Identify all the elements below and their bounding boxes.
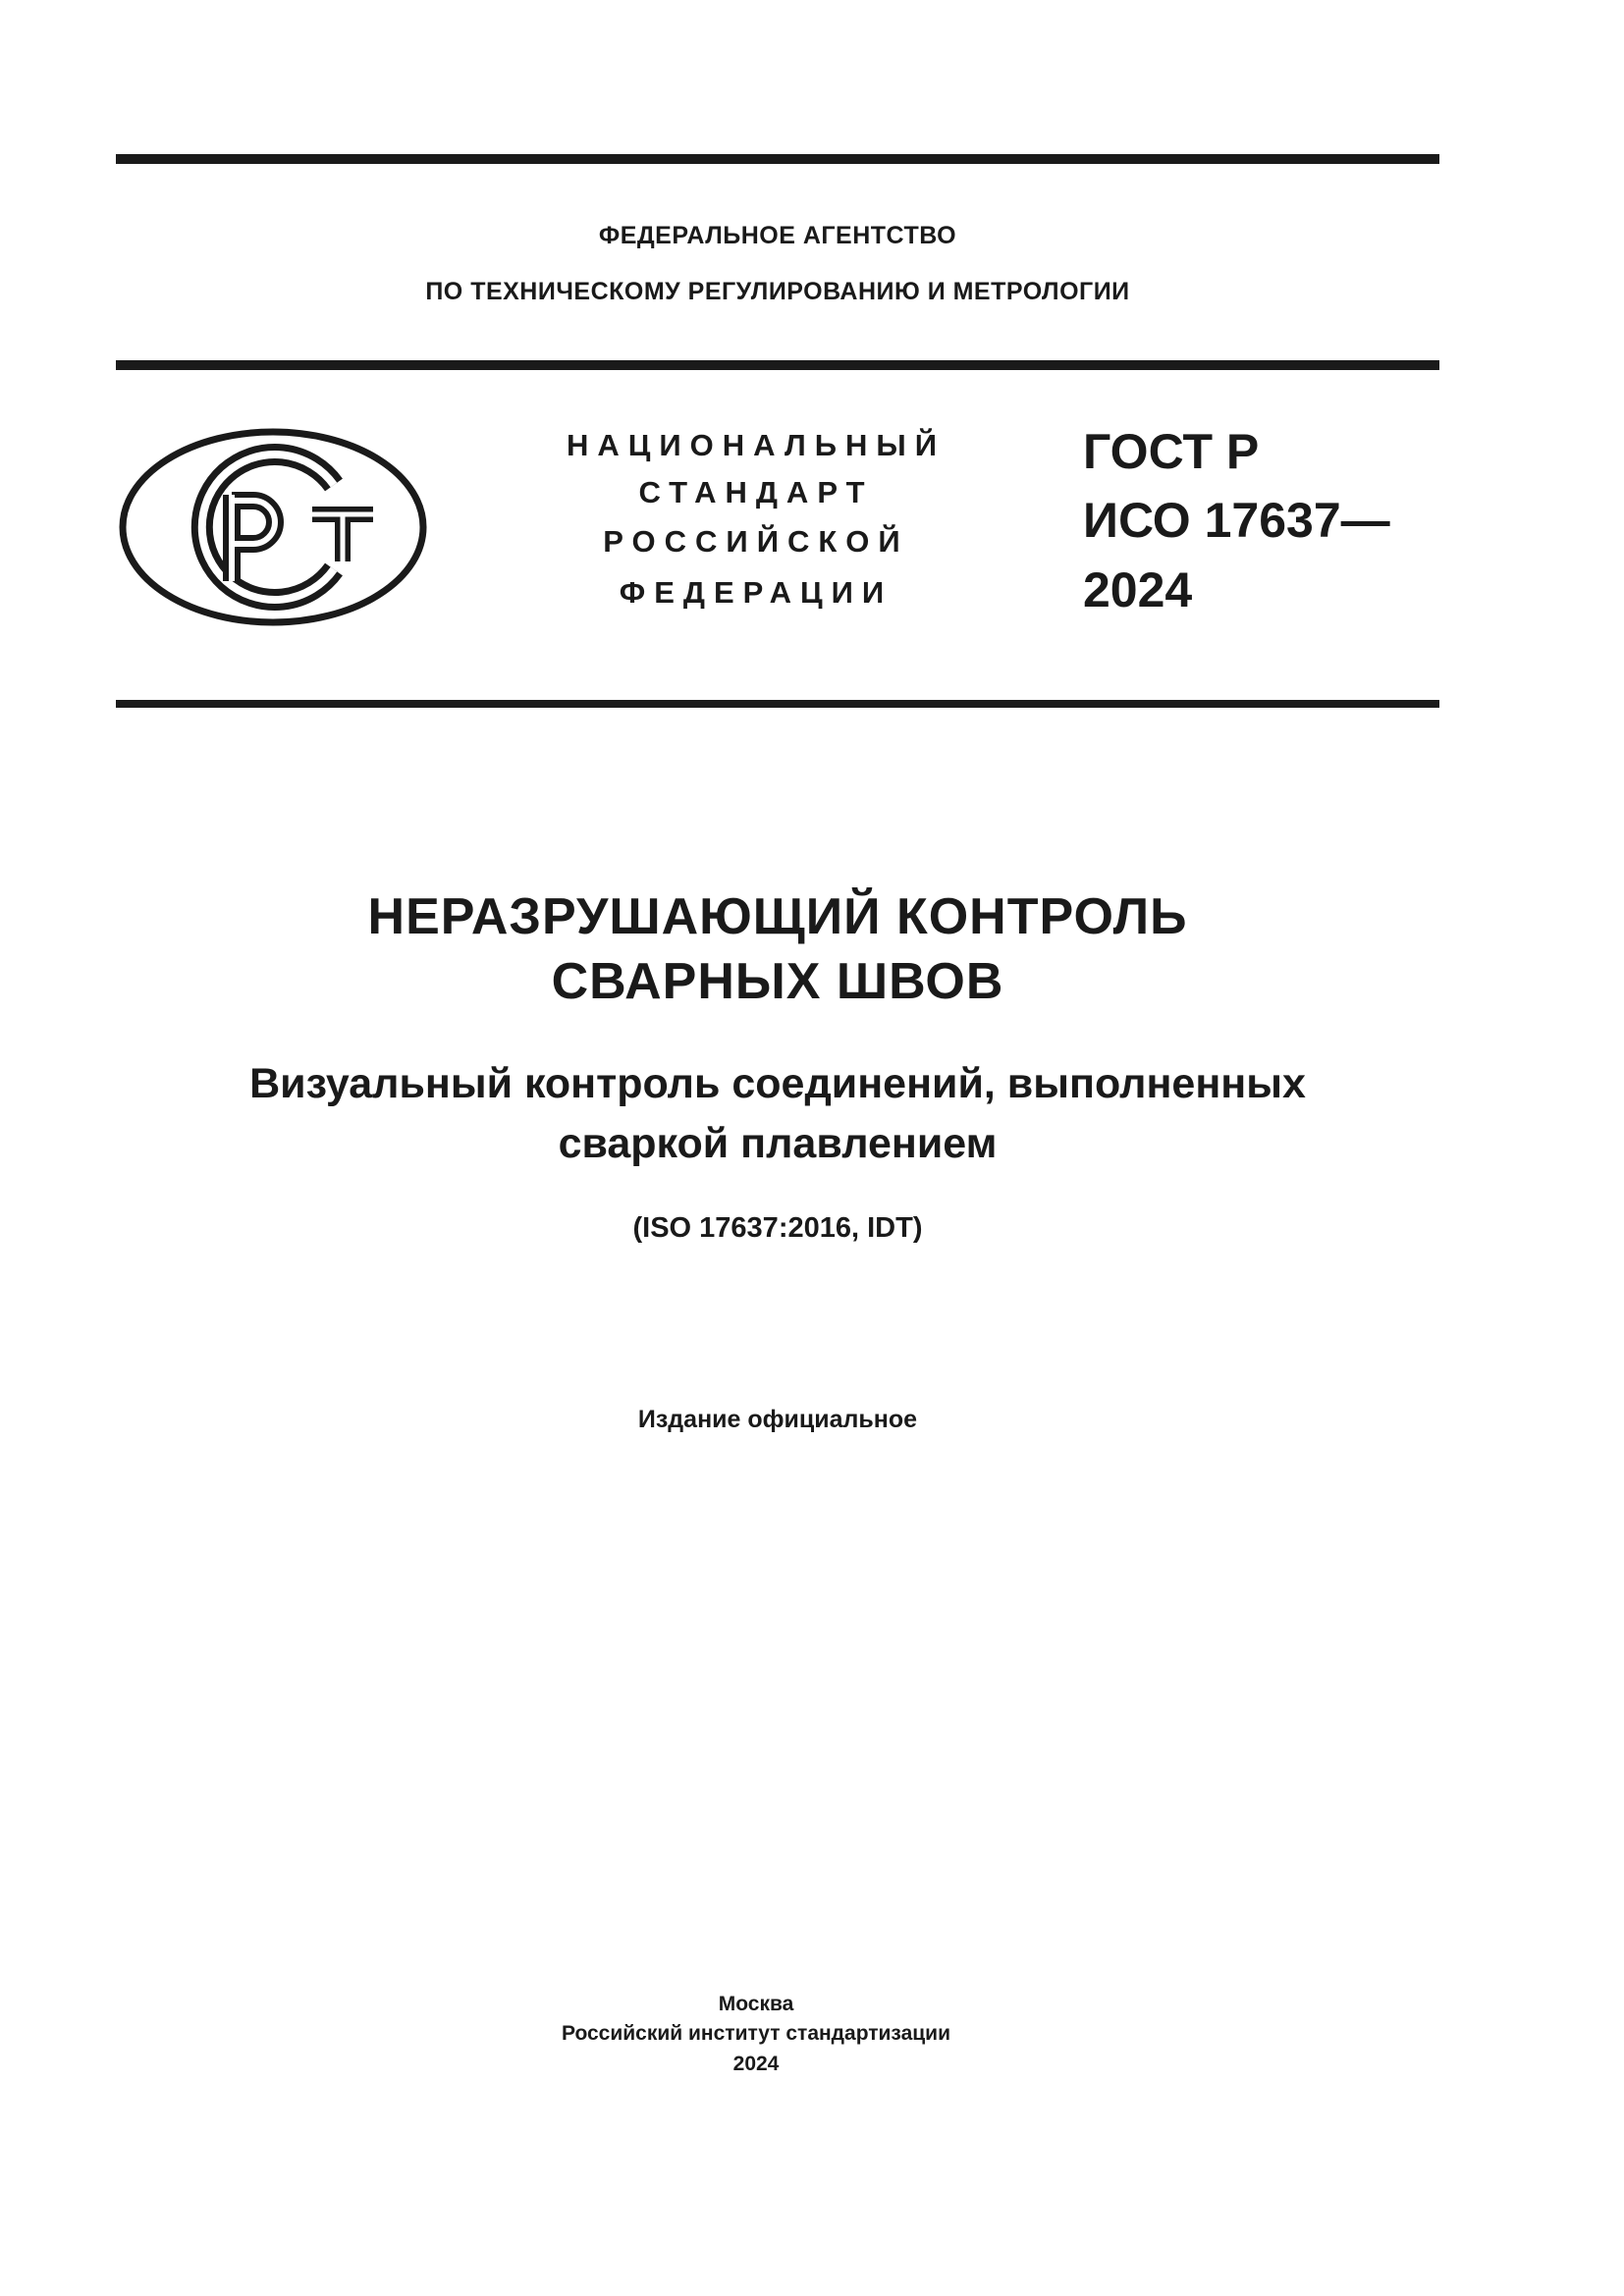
rst-certification-mark-icon [116,424,430,630]
agency-name-line-1: ФЕДЕРАЛЬНОЕ АГЕНТСТВО [598,222,957,249]
top-rule [116,154,1439,164]
national-standard-line-3: РОССИЙСКОЙ [603,524,909,559]
national-standard-line-2: СТАНДАРТ [638,475,874,509]
document-subtitle-line-2: сваркой плавлением [558,1120,998,1167]
document-title-line-2: СВАРНЫХ ШВОВ [551,953,1004,1010]
document-subtitle-line-1: Визуальный контроль соединений, выполненных [249,1060,1306,1107]
imprint-city: Москва [718,1993,794,2015]
edition-label: Издание официальное [637,1406,918,1433]
imprint-publisher: Российский институт стандартизации [561,2022,951,2045]
national-standard-line-4: ФЕДЕРАЦИИ [619,575,893,610]
standard-designation-line-3: 2024 [1083,562,1193,617]
iso-reference: (ISO 17637:2016, IDT) [632,1212,923,1244]
national-standard-line-1: НАЦИОНАЛЬНЫЙ [566,428,947,462]
bottom-rule [116,700,1439,708]
imprint-year: 2024 [732,2053,780,2075]
document-title-line-1: НЕРАЗРУШАЮЩИЙ КОНТРОЛЬ [367,888,1188,945]
middle-rule [116,360,1439,370]
standard-designation-line-2: ИСО 17637— [1083,493,1390,548]
agency-name-line-2: ПО ТЕХНИЧЕСКОМУ РЕГУЛИРОВАНИЮ И МЕТРОЛОГИИ [425,278,1130,305]
standard-designation-line-1: ГОСТ Р [1083,424,1260,479]
